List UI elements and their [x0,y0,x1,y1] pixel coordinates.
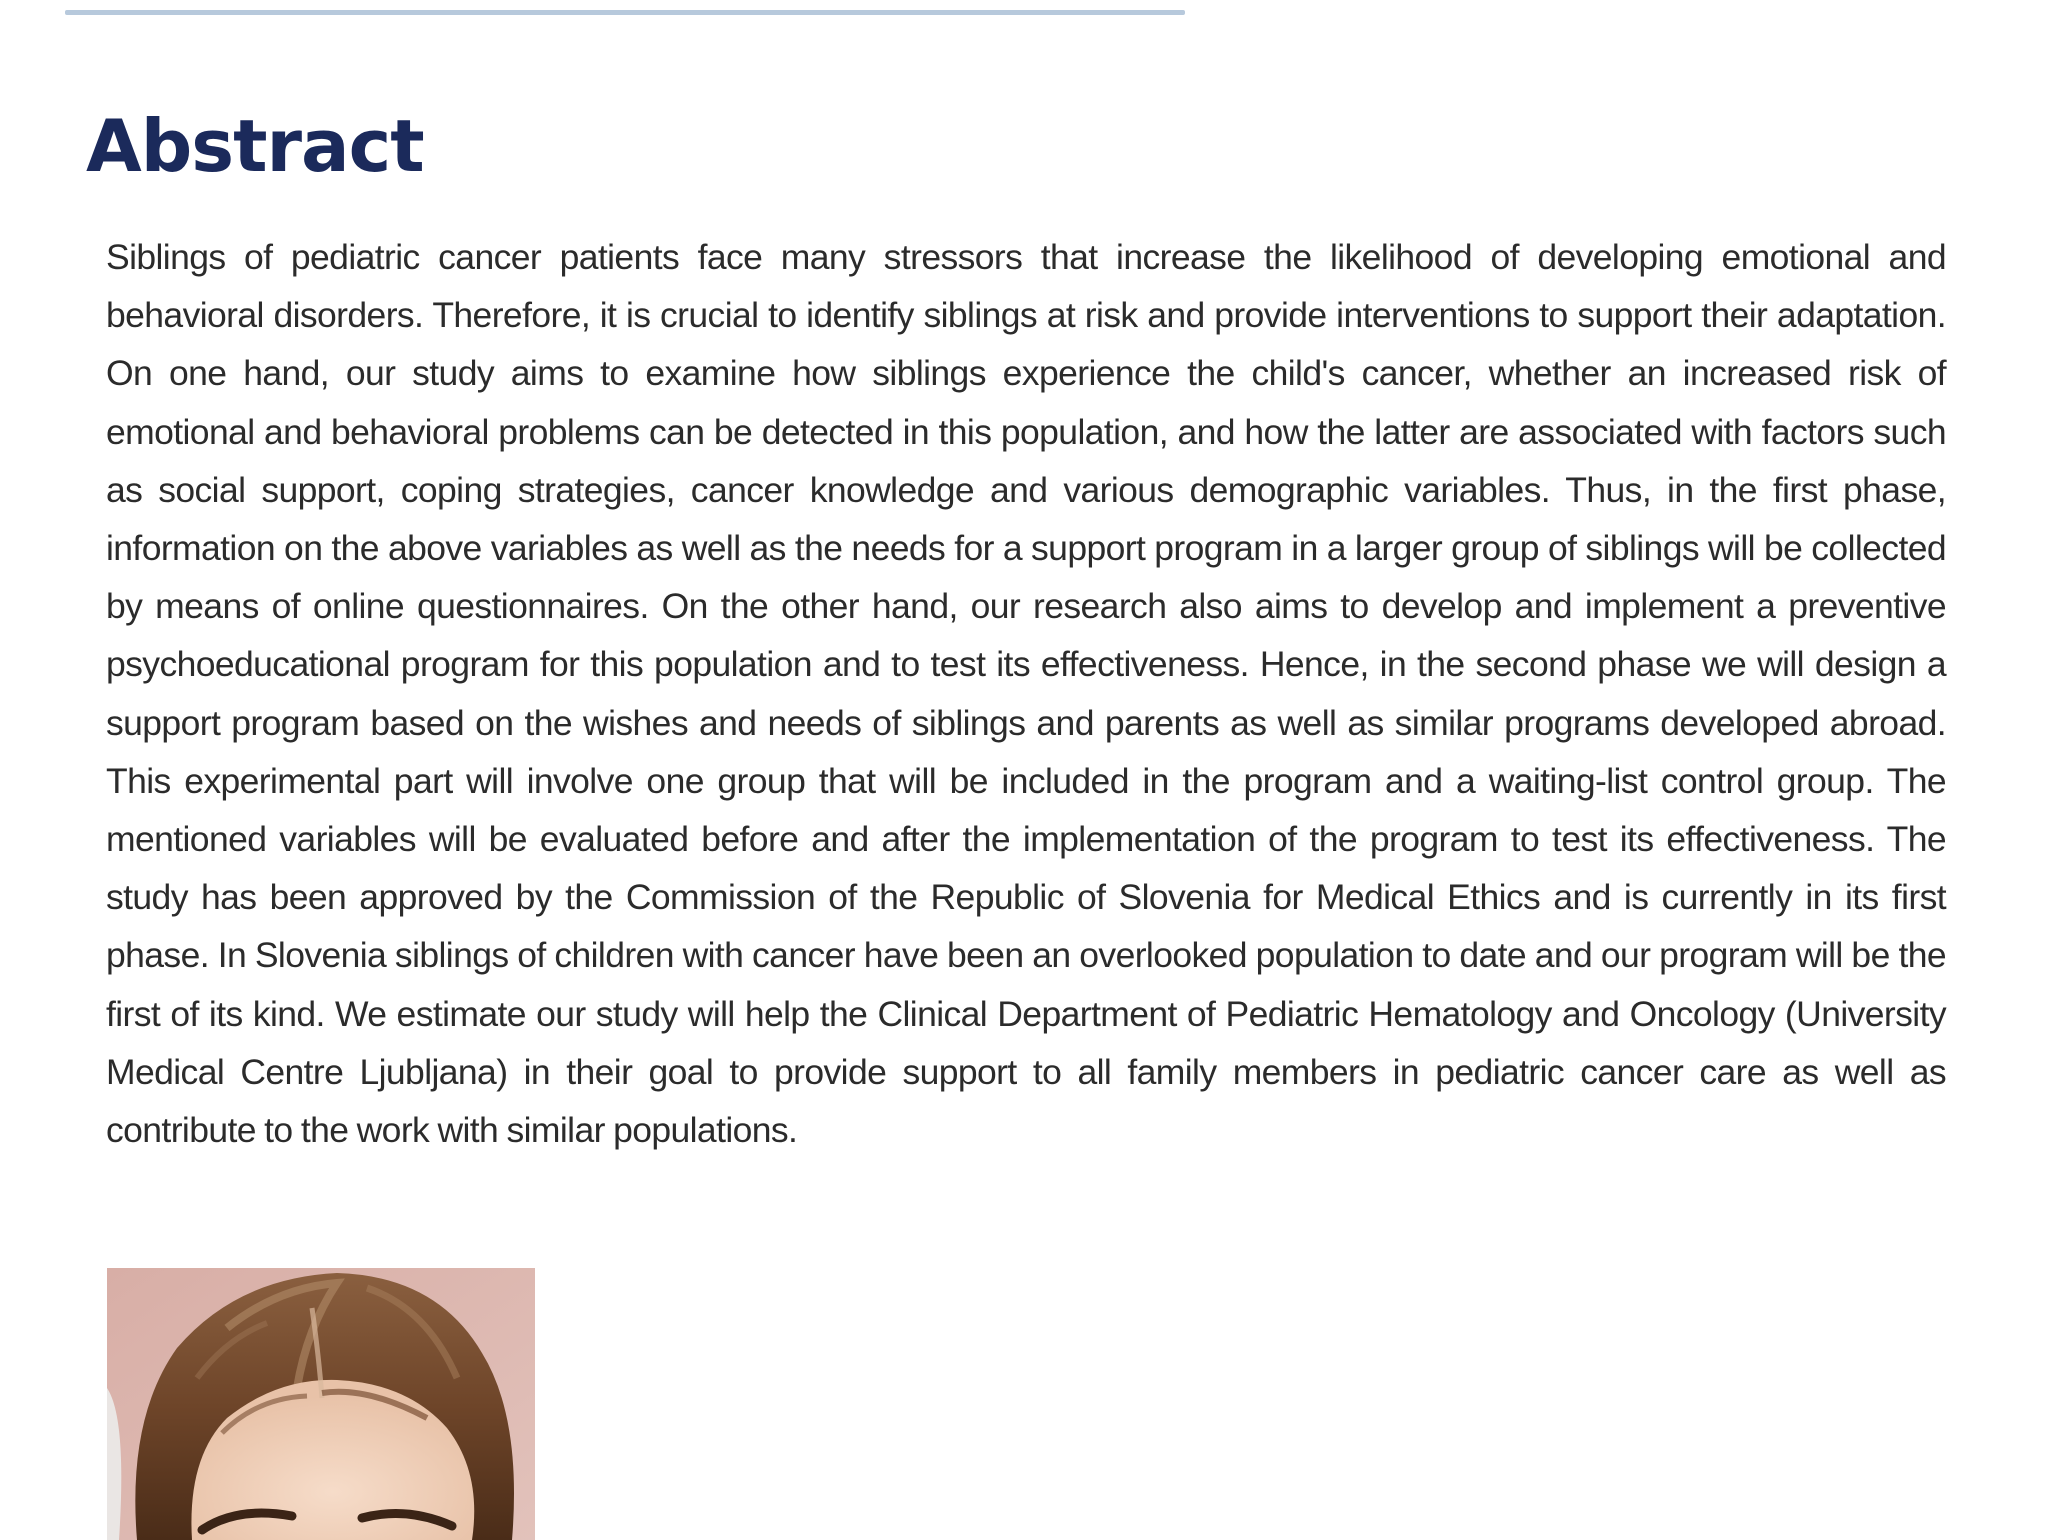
author-photo [107,1268,535,1540]
abstract-paragraph: Siblings of pediatric cancer patients face many stressors that increase the likelihood of developing emotional and behavioral disorders. Therefore, it is crucial to identify siblings at risk and provide interventions to support their adaptation. On one hand, our study aims to examine how siblings experience the child's cancer, whether an increased risk of emotional and behavioral problems can be detected in this population, and how the latter are associated with factors such as social support, coping strategies, cancer knowledge and various demographic variables. Thus, in the first phase, information on the above variables as well as the needs for a support program in a larger group of siblings will be collected by means of online questionnaires. On the other hand, our research also aims to develop and implement a preventive psychoeducational program for this population and to test its effectiveness. Hence, in the second phase we will design a support program based on the wishes and needs of siblings and parents as well as similar programs developed abroad. This experimental part will involve one group that will be included in the program and a waiting-list control group. The mentioned variables will be evaluated before and after the implementation of the program to test its effectiveness. The study has been approved by the Commission of the Republic of Slovenia for Medical Ethics and is currently in its first phase. In Slovenia siblings of children with cancer have been an overlooked population to date and our program will be the first of its kind. We estimate our study will help the Clinical Department of Pediatric Hematology and Oncology (University Medical Centre Ljubljana) in their goal to provide support to all family members in pediatric cancer care as well as contribute to the work with similar populations. [106,237,1946,1151]
top-divider-rule [65,10,1185,15]
abstract-heading: Abstract [86,104,424,188]
